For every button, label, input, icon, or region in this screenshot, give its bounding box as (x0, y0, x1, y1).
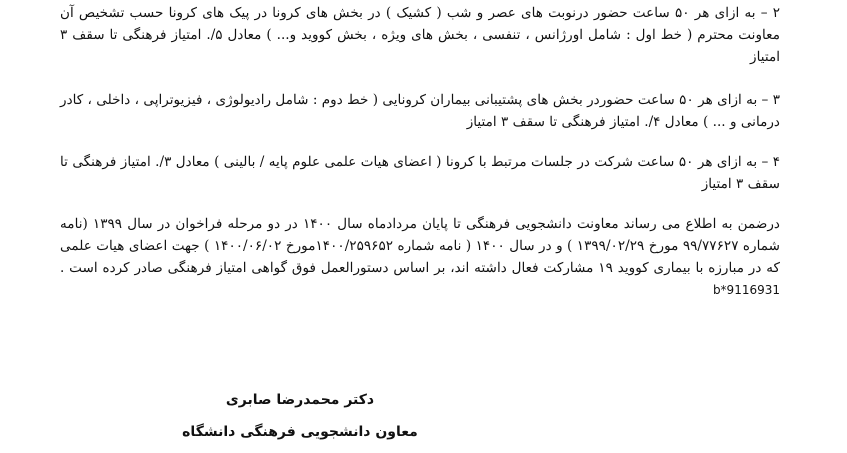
clause-4-paragraph: ۴ – به ازای هر ۵۰ ساعت شرکت در جلسات مرتبط با کرونا ( اعضای هیات علمی علوم پایه / بالینی ) معادل ۳/. امتیاز فرهنگی تا سقف ۳ امتیاز (60, 154, 780, 192)
clause-3-paragraph: ۳ – به ازای هر ۵۰ ساعت حضوردر بخش های پشتیبانی بیماران کرونایی ( خط دوم : شامل رادیولوژی ، فیزیوتراپی ، داخلی ، کادر درمانی و ... ) معادل ۴/. امتیاز فرهنگی تا سقف ۳ امتیاز (60, 92, 780, 130)
signatory-title: معاون دانشجویی فرهنگی دانشگاه (182, 424, 418, 440)
clause-2-paragraph: ۲ – به ازای هر ۵۰ ساعت حضور درنوبت های عصر و شب ( کشیک ) در بخش های کرونا در پیک های کرونا حسب تشخیص آن معاونت محترم ( خط اول : شامل اورژانس ، تنفسی ، بخش های ویژه ، بخش کووید و... ) معادل ۵/. امتیاز فرهنگی تا سقف ۳ امتیاز (60, 5, 781, 65)
signatory-name: دکتر محمدرضا صابری (225, 392, 375, 408)
notice-text: درضمن به اطلاع می رساند معاونت دانشجویی فرهنگی تا پایان مردادماه سال ۱۴۰۰ در دو مرحله فراخوان در سال ۱۳۹۹ (نامه شماره ۹۹/۷۷۶۲۷ مورخ ۱۳۹۹/۰۲/۲۹ ) و در سال ۱۴۰۰ ( نامه شماره ۱۴۰۰/۲۵۹۶۵۲مورخ ۱۴۰۰/۰۶/۰۲ ) جهت اعضای هیات علمی که در مبارزه با بیماری کووید ۱۹ مشارکت فعال داشته اند، بر اساس دستورالعمل فوق گواهی امتیاز فرهنگی صادر کرده است . (60, 216, 781, 276)
notice-paragraph (60, 213, 780, 301)
reference-code: b*9116931 (712, 283, 780, 297)
